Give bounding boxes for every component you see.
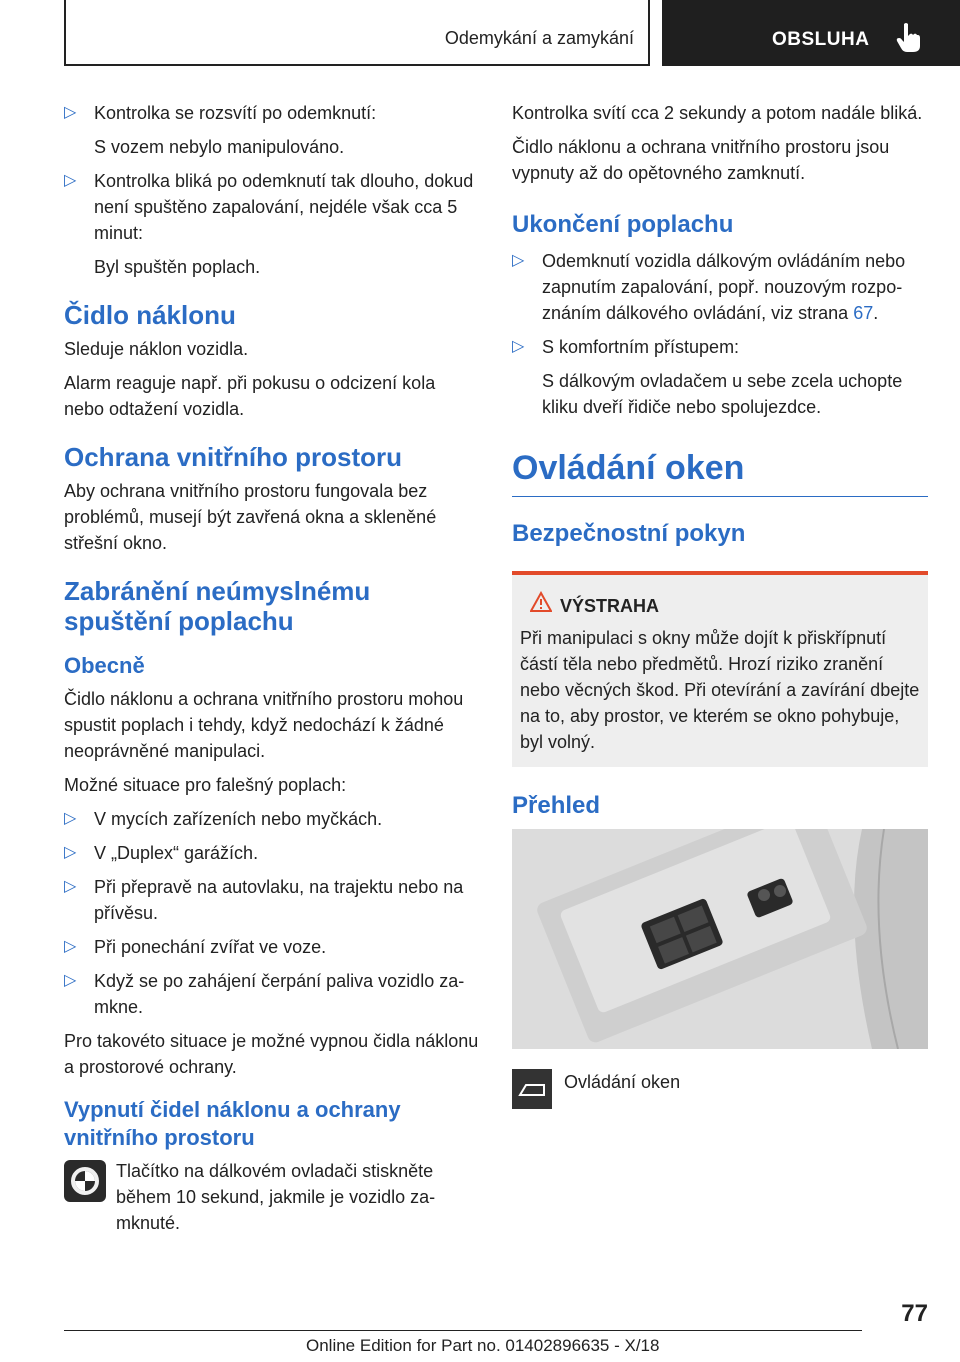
triangle-bullet-icon: ▷ xyxy=(64,972,77,989)
paragraph: Sleduje náklon vozidla. xyxy=(64,339,249,359)
heading-prevent-alarm: Zabránění neúmyslnému spuštění poplachu xyxy=(64,576,371,636)
triangle-bullet-icon: ▷ xyxy=(64,938,77,955)
paragraph: Aby ochrana vnitřního prostoru fungovala bez problémů, musejí být zavřená okna a skleněné střešní okno. xyxy=(64,481,437,553)
triangle-bullet-icon: ▷ xyxy=(64,844,77,861)
list-item: ▷ V mycích zařízeních nebo myčkách. xyxy=(64,806,479,832)
list-item: ▷ Odemknutí vozidla dálkovým ovládáním nebo zapnutím zapalování, popř. nouzovým rozpoznáním dálkového ovládání, viz strana 67. xyxy=(512,248,928,326)
paragraph: Čidlo náklonu a ochrana vnitřního prostoru jsou vypnuty až do opětovného zamknutí. xyxy=(512,137,890,183)
list-item-sub: S dálkovým ovladačem u sebe zcela uchopte kliku dveří řidiče nebo spolujezdce. xyxy=(542,371,903,417)
list-item: ▷ V „Duplex“ garážích. xyxy=(64,840,479,866)
heading-tilt-sensor: Čidlo náklonu xyxy=(64,300,236,330)
warning-box xyxy=(512,571,928,767)
footer-edition: Online Edition for Part no. 01402896635 - X/18 xyxy=(306,1336,660,1355)
list-item: ▷ Kontrolka se rozsvítí po odemknutí: xyxy=(64,100,479,126)
paragraph: Alarm reaguje např. při pokusu o odcizení kola nebo odtažení vozidla. xyxy=(64,373,436,419)
remote-button-paragraph: Tlačítko na dálkovém ovladači stiskněte během 10 sekund, jakmile je vozidlo zamknuté. xyxy=(64,1158,479,1236)
list-item: ▷ S komfortním přístupem: xyxy=(512,334,928,360)
right-column xyxy=(512,100,928,1109)
paragraph: Kontrolka svítí cca 2 sekundy a potom nadále bliká. xyxy=(512,103,923,123)
paragraph: Čidlo náklonu a ochrana vnitřního prostoru mohou spustit poplach i tehdy, když nedochází k žádné neoprávněné manipulaci. xyxy=(64,689,464,761)
left-column xyxy=(64,100,479,1236)
heading-interior-protection: Ochrana vnitřního prostoru xyxy=(64,442,403,472)
warning-text: Při manipulaci s okny může dojít k přiskřípnutí částí těla nebo předmětů. Hrozí riziko zranění nebo věcných škod. Při otevírání a zavírání dbejte na to, aby prostor, ve kterém se okno pohybuje, byl volný. xyxy=(520,628,920,752)
triangle-bullet-icon: ▷ xyxy=(64,104,77,121)
heading-disable-sensors: Vypnutí čidel náklonu a ochrany vnitřního prostoru xyxy=(64,1097,401,1150)
warning-triangle-icon xyxy=(530,591,552,613)
heading-general: Obecně xyxy=(64,653,145,678)
hand-pointer-icon xyxy=(894,22,922,54)
list-item: ▷ Při přepravě na autovlaku, na trajektu nebo na přívěsu. xyxy=(64,874,479,926)
page-link[interactable]: 67 xyxy=(853,303,874,323)
triangle-bullet-icon: ▷ xyxy=(512,338,525,355)
list-item: ▷ Při ponechání zvířat ve voze. xyxy=(64,934,479,960)
paragraph: Možné situace pro falešný poplach: xyxy=(64,775,347,795)
heading-safety: Bezpečnostní pokyn xyxy=(512,520,746,547)
heading-window-control: Ovládání oken xyxy=(512,448,928,497)
door-panel-illustration xyxy=(512,829,928,1049)
footer-divider xyxy=(64,1330,862,1331)
window-switch-icon xyxy=(512,1069,552,1109)
page-number: 77 xyxy=(901,1300,928,1327)
list-item: ▷ Kontrolka bliká po odemknutí tak dlouho, dokud není spuštěno zapalování, nejdéle však cca 5 minut: xyxy=(64,168,479,246)
list-item-sub: S vozem nebylo manipulováno. xyxy=(94,137,345,157)
list-item: ▷ Když se po zahájení čerpání paliva vozidlo zamkne. xyxy=(64,968,479,1020)
list-item-sub: Byl spuštěn poplach. xyxy=(94,257,261,277)
header-tab[interactable] xyxy=(662,0,960,66)
window-switch-photo xyxy=(512,829,928,1049)
heading-end-alarm: Ukončení poplachu xyxy=(512,211,734,238)
section-title: Odemykání a zamykání xyxy=(444,28,634,48)
triangle-bullet-icon: ▷ xyxy=(64,810,77,827)
warning-title: VÝSTRAHA xyxy=(560,593,920,619)
photo-caption: Ovládání oken xyxy=(512,1069,928,1109)
triangle-bullet-icon: ▷ xyxy=(64,172,77,189)
triangle-bullet-icon: ▷ xyxy=(64,878,77,895)
paragraph: Pro takovéto situace je možné vypnou čidla náklonu a prostorové ochrany. xyxy=(64,1031,479,1077)
tab-label: OBSLUHA xyxy=(772,29,870,50)
triangle-bullet-icon: ▷ xyxy=(512,252,525,269)
header-section-box xyxy=(64,0,650,66)
bmw-logo-icon xyxy=(64,1160,106,1202)
heading-overview: Přehled xyxy=(512,792,601,819)
